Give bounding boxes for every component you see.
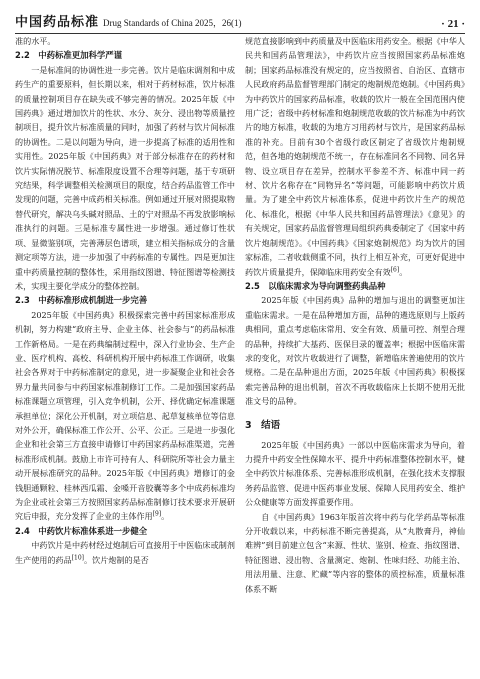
section-heading-2-4: 2.4 中药饮片标准体系进一步健全 <box>15 525 148 536</box>
paragraph-text: 。饮片炮制的是否 <box>84 554 149 565</box>
citation-ref: [6] <box>390 265 400 273</box>
paragraph: 2025年版《中国药典》一部以中医临床需求为导向，着力提升中药安全性保障水平、提升中药标准整体控制水平，健全中药饮片标准体系、完善标准形成机制，在强化技术支撑服务药品监管、促进中医药事业发展、保障人民用药安全、维护公众健康等方面发挥重要作用。 <box>245 439 465 508</box>
left-column <box>15 34 235 673</box>
paragraph-text: 。 <box>161 511 170 522</box>
paragraph-text: 中药饮片是中药材经过炮制后可直接用于中医临床或制剂生产使用的药品 <box>15 540 235 565</box>
paragraph <box>15 538 235 567</box>
paragraph-text: 2025年版《中国药典》积极探索完善中药国家标准形成机制，努力构建“政府主导、企业主体、社会参与”的药品标准工作新格局。一是在药典编制过程中，深入行业协会、生产企业、医疗机构、高校、科研机构开展中药标准工作调研，收集社会各界对于中药标准制定的意见，进一步凝聚企业和社会各界力量共同参与中药国家标准制修订工作。二是加强国家药品标准课题立项管理，引入竞争机制，公开、择优确定标准课题承担单位；深化公开机制，对立项信息、起草复核单位等信息对外公开，确保标准工作公开、公平、公正。三是进一步强化企业和社会第三方直接申请修订中药国家药品标准渠道，完善标准形成机制。鼓励上市许可持有人、科研院所等社会力量主动开展标准研究的品种。2025年版《中国药典》增修订的金钱胆通颗粒、桂林西瓜霜、金嗓开音胶囊等多个中成药标准均为企业或社会第三方按照国家药品标准制修订技术要求开展研究后申报，充分发挥了企业的主体作用 <box>15 309 235 522</box>
article-body <box>15 34 465 673</box>
right-column <box>245 34 465 673</box>
citation-ref: [9] <box>152 510 162 518</box>
paragraph-text: 。 <box>399 266 408 277</box>
citation-ref: [10] <box>71 553 84 561</box>
paragraph-text: 规范直接影响到中药质量及中医临床用药安全。根据《中华人民共和国药品管理法》，中药饮片应当按照国家药品标准炮制；国家药品标准没有规定的，应当按照省、自治区、直辖市人民政府药品监督管理部门制定的炮制规范炮制。《中国药典》为中药饮片的国家药品标准，收载的饮片一般在全国范围内使用广泛；省级中药材标准和炮制规范收载的饮片标准为中药饮片的地方标准，收载的为地方习用药材与饮片，是国家药品标准的补充。目前有30个省级行政区制定了省级饮片炮制规范，但各地的炮制规范不统一，存在标准同名不同物、同名异物、设立项目存在差异，控制水平参差不齐、标准中同一药材、饮片名称存在“同物异名”等问题，可能影响中药饮片质量。为了建全中药饮片标准体系，促进中药饮片生产的规范化、标准化，根据《中华人民共和国药品管理法》《意见》的有关规定，国家药品监督管理局组织药典委制定了《国家中药饮片炮制规范》。《中国药典》《国家炮制规范》均为饮片的国家标准，二者收载侧重不同，执行上相互补充，可更好促进中药饮片质量提升，保障临床用药安全有效 <box>245 36 465 277</box>
paragraph: 一是标准间的协调性进一步完善。饮片是临床调剂和中成药生产的重要原料，但长期以来，相对于药材标准，饮片标准的质量控制项目存在缺失或不够完善的情况。2025年版《中国药典》通过增加饮片的性状、水分、灰分、浸出物等质量控制项目，提升饮片标准质量的同时，加强了药材与饮片间标准的协调性。二是以问题为导向，进一步提高了标准的适用性和实用性。2025年版《中国药典》对于部分标准存在的药材和饮片实际情况脱节、标准限度设置不合理等问题，基于专项研究结果，科学调整相关检测项目的限度，结合药品监管工作中发现的问题，完善中成药相关标准。例如通过开展对照提取物替代研究，解决乌头碱对照品、土的宁对照品不再发放影响标准执行的问题。三是标准专属性进一步增强。通过修订性状项、显微鉴别项，完善薄层色谱项，建立相关指标成分的含量测定项等方法，进一步加强了中药标准的专属性。四是更加注重中药质量控制的整体性，采用指纹图谱、特征图谱等检测技术，实现主要化学成分的整体控制。 <box>15 64 235 291</box>
paragraph: 自《中国药典》1963年版首次将中药与化学药品等标准分开收载以来，中药标准不断完善提高，从“丸散膏丹，神仙难辨”到目前建立包含“来源、性状、鉴别、检查、指纹图谱、特征图谱、浸出物、含量测定、炮制、性味归经、功能主治、用法用量、注意、贮藏”等内容的整体的质控标准，质量标准体系不断 <box>245 511 465 594</box>
journal-title-en: Drug Standards of China 2025，26(1) <box>103 18 242 28</box>
section-heading-3-conclusion: 3 结语 <box>245 419 281 431</box>
page-number: · 21 · <box>441 18 465 30</box>
running-header <box>15 8 465 34</box>
paragraph-continued <box>245 34 465 279</box>
section-heading-2-3: 2.3 中药标准形成机制进一步完善 <box>15 295 148 306</box>
journal-title <box>15 11 242 30</box>
paragraph <box>15 308 235 524</box>
section-heading-2-5: 2.5 以临床需求为导向调整药典品种 <box>245 280 386 291</box>
section-heading-2-2: 2.2 中药标准更加科学严谨 <box>15 50 122 61</box>
paragraph: 2025年版《中国药典》品种的增加与退出的调整更加注重临床需求。一是在品种增加方面，品种的遴选原则与上版药典相同，重点考虑临床常用、安全有效、质量可控、剂型合理的品种，持续扩大基药、医保目录的覆盖率；根据中医临床需求的变化，对饮片收载进行了调整，新增临床普遍使用的饮片规格。二是在品种退出方面，2025年版《中国药典》积极探索完善品种的退出机制，首次不再收载临床上长期不使用无批准文号的品种。 <box>245 295 465 407</box>
journal-title-cn: 中国药品标准 <box>15 15 100 30</box>
paragraph-continued: 准的水平。 <box>15 36 56 46</box>
